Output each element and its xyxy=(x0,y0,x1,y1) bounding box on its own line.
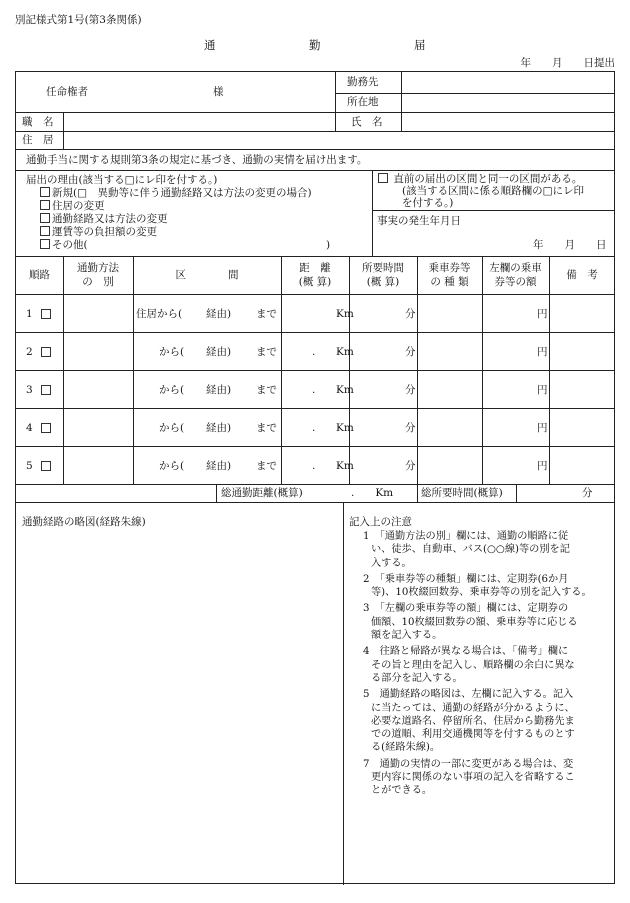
row-minutes-unit: 分 xyxy=(405,384,416,396)
note-line: 1 「通勤方法の別」欄には、通勤の順路に従 xyxy=(363,531,569,542)
note-line: その旨と理由を記入し、順路欄の余白に異な xyxy=(371,659,575,671)
col-header-method: 通勤方法 xyxy=(77,262,119,274)
row-minutes-unit: 分 xyxy=(405,346,416,358)
note-line: 等)、10枚綴回数券、乗車券等の別を記入する。 xyxy=(371,587,592,599)
row-from: から( xyxy=(159,422,185,434)
checkbox[interactable] xyxy=(378,173,388,183)
same-section-text: を付する。) xyxy=(402,197,454,209)
row-checkbox[interactable] xyxy=(41,423,51,433)
col-header-ticket: 乗車券等 xyxy=(428,262,471,274)
total-time-label: 総所要時間(概算) xyxy=(421,487,503,499)
note-line: 価額、10枚綴回数券の額、乗車券等に応じる xyxy=(371,616,578,628)
notes-heading: 記入上の注意 xyxy=(349,516,412,528)
row-from: から( xyxy=(159,384,185,396)
row-yen-unit: 円 xyxy=(537,308,548,320)
col-header-distance: (概 算) xyxy=(298,276,332,288)
row-via: 経由) xyxy=(206,384,232,396)
title-char: 通 xyxy=(204,38,217,52)
fact-date-ymd: 年 月 日 xyxy=(533,239,607,251)
row-to: まで xyxy=(256,422,277,434)
note-line: 額を記入する。 xyxy=(371,630,443,642)
note-line: 更内容に関係のない事項の記入を省略するこ xyxy=(371,772,575,784)
row-via: 経由) xyxy=(206,308,232,320)
row-minutes-unit: 分 xyxy=(405,308,416,320)
row-number: 3 xyxy=(26,384,33,396)
row-km-unit: Km xyxy=(336,308,354,320)
note-line: 7 通勤の実情の一部に変更がある場合は、変 xyxy=(363,758,574,770)
col-header-time: 所要時間 xyxy=(362,262,404,274)
note-line: る(経路朱線)。 xyxy=(371,742,441,754)
reason-item: 運賃等の負担額の変更 xyxy=(40,226,157,238)
row-to: まで xyxy=(256,346,277,358)
total-distance-label: 総通勤距離(概算) xyxy=(221,487,303,499)
col-header-distance: 距 離 xyxy=(299,262,331,274)
row-number: 1 xyxy=(26,308,33,320)
route-map-area[interactable] xyxy=(17,530,342,883)
row-from: から( xyxy=(159,346,185,358)
row-to: まで xyxy=(256,308,277,320)
form-reference: 別記様式第1号(第3条関係) xyxy=(15,14,142,26)
note-line: る部分を記入する。 xyxy=(371,672,463,684)
note-line: 2 「乗車券等の種類」欄には、定期券(6か月 xyxy=(363,573,569,585)
fact-date-label: 事実の発生年月日 xyxy=(377,215,461,227)
row-to: まで xyxy=(256,384,277,396)
same-section-text: 直前の届出の区間と同一の区間がある。 xyxy=(378,173,582,185)
col-header-remarks: 備 考 xyxy=(566,269,598,281)
row-minutes-unit: 分 xyxy=(405,422,416,434)
col-header-method: の 別 xyxy=(82,276,114,288)
reason-item: その他( xyxy=(40,239,88,251)
name-label: 氏 名 xyxy=(351,116,383,128)
workplace-address-label: 所在地 xyxy=(347,96,379,108)
residence-label: 住 居 xyxy=(22,134,54,146)
col-header-amount: 左欄の乗車 xyxy=(489,262,542,274)
note-line: 必要な道路名、停留所名、住居から勤務先ま xyxy=(371,715,575,727)
appointer-label: 任命権者 xyxy=(46,86,88,98)
row-number: 5 xyxy=(26,460,33,472)
note-line: い、徒歩、自動車、バス(○○線)等の別を記 xyxy=(371,544,570,556)
checkbox[interactable] xyxy=(40,200,50,210)
checkbox[interactable] xyxy=(40,226,50,236)
row-from: から( xyxy=(159,460,185,472)
col-header-ticket: の 種 類 xyxy=(430,276,469,288)
row-to: まで xyxy=(256,460,277,472)
checkbox[interactable] xyxy=(40,239,50,249)
note-line: 4 往路と帰路が異なる場合は、「備考」欄に xyxy=(363,646,569,658)
note-line: 5 通勤経路の略図は、左欄に記入する。記入 xyxy=(363,689,574,701)
route-map-label: 通勤経路の略図(経路朱線) xyxy=(22,516,146,528)
row-number: 4 xyxy=(26,422,33,434)
submission-date: 年 月 日提出 xyxy=(520,57,615,69)
reason-item: 新規(□ 異動等に伴う通勤経路又は方法の変更の場合) xyxy=(40,187,312,199)
row-decimal-point: . xyxy=(312,384,316,396)
position-label: 職 名 xyxy=(22,116,54,128)
row-minutes-unit: 分 xyxy=(405,460,416,472)
row-yen-unit: 円 xyxy=(537,346,548,358)
row-checkbox[interactable] xyxy=(41,347,51,357)
row-checkbox[interactable] xyxy=(41,309,51,319)
row-decimal-point: . xyxy=(312,346,316,358)
note-line: とができる。 xyxy=(371,785,433,797)
reason-item: 通勤経路又は方法の変更 xyxy=(40,213,168,225)
reason-item: 住居の変更 xyxy=(40,200,105,212)
row-decimal-point: . xyxy=(312,422,316,434)
row-via: 経由) xyxy=(206,422,232,434)
row-yen-unit: 円 xyxy=(537,422,548,434)
row-checkbox[interactable] xyxy=(41,461,51,471)
notes-list xyxy=(363,530,613,798)
note-line: 入する。 xyxy=(371,557,412,569)
row-number: 2 xyxy=(26,346,33,358)
same-section-text: (該当する区間に係る順路欄の□にレ印 xyxy=(402,185,585,197)
note-line: での道順、利用交通機関等を付するものとす xyxy=(371,729,575,741)
row-yen-unit: 円 xyxy=(537,460,548,472)
row-km-unit: Km xyxy=(336,422,354,434)
declaration-text: 通勤手当に関する規則第3条の規定に基づき、通勤の実情を届け出ます。 xyxy=(26,154,368,166)
row-checkbox[interactable] xyxy=(41,385,51,395)
checkbox[interactable] xyxy=(40,213,50,223)
total-distance-unit: . Km xyxy=(351,487,394,499)
row-yen-unit: 円 xyxy=(537,384,548,396)
form-sheet xyxy=(15,71,615,884)
reason-other-close: ) xyxy=(326,239,331,251)
row-km-unit: Km xyxy=(336,346,354,358)
row-via: 経由) xyxy=(206,346,232,358)
appointer-sama: 様 xyxy=(213,86,224,98)
row-via: 経由) xyxy=(206,460,232,472)
title-char: 勤 xyxy=(309,38,322,52)
note-line: 3 「左欄の乗車券等の額」欄には、定期券の xyxy=(363,603,569,615)
row-km-unit: Km xyxy=(336,460,354,472)
row-decimal-point: . xyxy=(312,460,316,472)
col-header-time: (概 算) xyxy=(366,276,400,288)
col-header-order: 順路 xyxy=(29,269,50,281)
reason-heading: 届出の理由(該当する□にレ印を付する。) xyxy=(26,174,218,186)
note-line: に当たっては、通勤の経路が分かるように、 xyxy=(371,702,575,714)
total-time-unit: 分 xyxy=(582,487,593,499)
col-header-section: 区 間 xyxy=(175,269,239,281)
col-header-amount: 券等の額 xyxy=(494,276,537,288)
workplace-label: 勤務先 xyxy=(347,76,379,88)
row-km-unit: Km xyxy=(336,384,354,396)
checkbox[interactable] xyxy=(40,187,50,197)
row-from: 住居から( xyxy=(136,308,183,320)
title-char: 届 xyxy=(414,38,427,52)
